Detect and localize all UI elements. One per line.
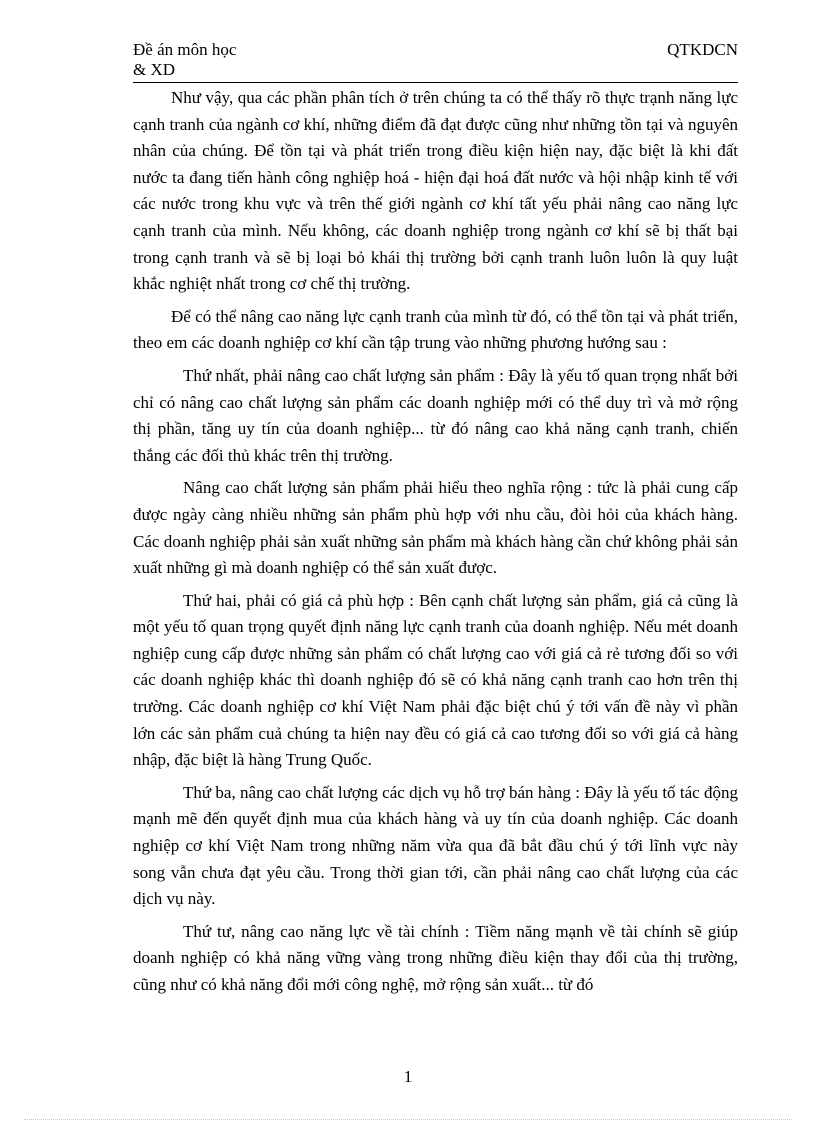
paragraph-quality-meaning: Nâng cao chất lượng sản phẩm phải hiểu theo nghĩa rộng : tức là phải cung cấp được ngày càng nhiều những sản phẩm phù hợp với nhu cầu, đòi hỏi của khách hàng. Các doanh nghiệp phải sản xuất những sản phẩm mà khách hàng cần chứ không phải sản xuất những gì mà doanh nghiệp có thể sản xuất được. <box>133 478 738 578</box>
header-course-title: Đề án môn học & XD <box>133 40 237 79</box>
paragraph-financial-capacity: Thứ tư, nâng cao năng lực về tài chính : Tiềm năng mạnh về tài chính sẽ giúp doanh nghiệp có khả năng vững vàng trong những điều kiện thay đổi của thị trường, cũng như có khả năng đổi mới công nghệ, mở rộng sản xuất... từ đó <box>133 921 738 994</box>
page-bottom-border <box>24 1119 792 1120</box>
header-divider <box>133 82 738 83</box>
page-number: 1 <box>403 1067 413 1086</box>
paragraph-pricing: Thứ hai, phải có giá cả phù hợp : Bên cạnh chất lượng sản phẩm, giá cả cũng là một yếu tố quan trọng quyết định năng lực cạnh tranh của doanh nghiệp. Nếu mét doanh nghiệp cung cấp được những sản phẩm có chất lượng cao với giá cả rẻ tương đối so với các doanh nghiệp khác thì doanh nghiệp đó sẽ có khả năng cạnh tranh cao hơn trên thị trường. Các doanh nghiệp cơ khí Việt Nam phải đặc biệt chú ý tới vấn đề này vì phần lớn các sản phẩm cuả chúng ta hiện nay đều có giá cả cao tương đối so với giá cả hàng nhập, đặc biệt là hàng Trung Quốc. <box>133 590 738 770</box>
header-code: QTKDCN <box>667 40 738 59</box>
paragraph-directions-intro: Để có thể nâng cao năng lực cạnh tranh của mình từ đó, có thể tồn tại và phát triển, theo em các doanh nghiệp cơ khí cần tập trung vào những phương hướng sau : <box>133 306 738 353</box>
document-body <box>133 85 738 1005</box>
paragraph-sales-services: Thứ ba, nâng cao chất lượng các dịch vụ hỗ trợ bán hàng : Đây là yếu tố tác động mạnh mẽ đến quyết định mua của khách hàng và uy tín của doanh nghiệp. Các doanh nghiệp cơ khí Việt Nam trong những năm vừa qua đã bắt đầu chú ý tới lĩnh vực này song vẫn chưa đạt yêu cầu. Trong thời gian tới, cần phải nâng cao chất lượng của các dịch vụ này. <box>133 782 738 909</box>
page-header <box>133 40 738 84</box>
paragraph-product-quality: Thứ nhất, phải nâng cao chất lượng sản phẩm : Đây là yếu tố quan trọng nhất bởi chỉ có nâng cao chất lượng sản phẩm các doanh nghiệp mới có thể duy trì và mở rộng thị phần, tăng uy tín của doanh nghiệp... từ đó nâng cao khả năng cạnh tranh, chiến thắng các đối thủ khác trên thị trường. <box>133 365 738 465</box>
paragraph-summary: Như vậy, qua các phần phân tích ở trên chúng ta có thể thấy rõ thực trạnh năng lực cạnh tranh của ngành cơ khí, những điểm đã đạt được cũng như những tồn tại và nguyên nhân của chúng. Để tồn tại và phát triển trong điều kiện hiện nay, đặc biệt là khi đất nước ta đang tiến hành công nghiệp hoá - hiện đại hoá đất nước và hội nhập kinh tế với các nước trong khu vực và trên thế giới ngành cơ khí tất yếu phải nâng cao năng lực cạnh tranh của mình. Nếu không, các doanh nghiệp trong ngành cơ khí sẽ bị thất bại trong cạnh tranh và sẽ bị loại bỏ khái thị trường bởi cạnh tranh luôn luôn là quy luật khắc nghiệt nhất trong cơ chế thị trường. <box>133 88 738 294</box>
